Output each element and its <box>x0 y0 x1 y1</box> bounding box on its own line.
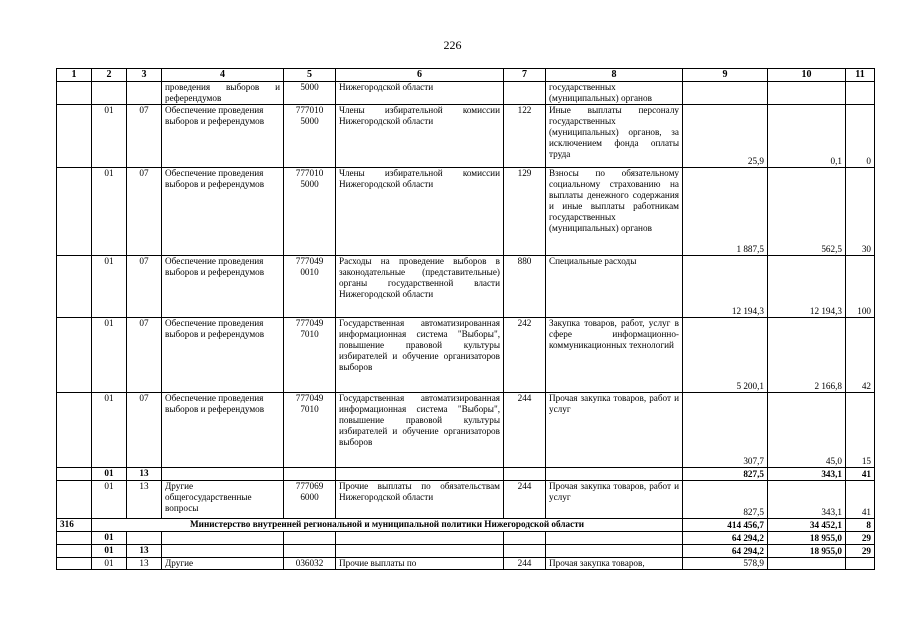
cell <box>127 82 162 105</box>
cell: Взносы по обязательному социальному страхованию на выплаты денежного содержания и иные выплаты работникам государственных (муниципальных) органов <box>546 168 683 256</box>
cell <box>504 545 546 558</box>
subsection-row <box>57 545 875 558</box>
cell: 07 <box>127 256 162 318</box>
cell: 578,9 <box>683 558 768 570</box>
cell: 13 <box>127 558 162 570</box>
cell <box>846 558 875 570</box>
cell: 07 <box>127 168 162 256</box>
cell <box>336 532 504 545</box>
table-row <box>57 558 875 570</box>
cell <box>57 318 92 393</box>
cell: 777010 5000 <box>284 168 336 256</box>
cell: 036032 <box>284 558 336 570</box>
cell <box>546 545 683 558</box>
cell <box>284 468 336 481</box>
cell: 122 <box>504 105 546 168</box>
cell: 8 <box>846 519 875 532</box>
cell <box>57 393 92 468</box>
ministry-name: Министерство внутренней региональной и муниципальной политики Нижегородской области <box>92 519 683 532</box>
cell: Специальные расходы <box>546 256 683 318</box>
cell <box>504 532 546 545</box>
cell <box>57 468 92 481</box>
cell <box>504 468 546 481</box>
cell <box>57 168 92 256</box>
cell: 307,7 <box>683 393 768 468</box>
table-row <box>57 168 875 256</box>
header-cell: 5 <box>284 69 336 82</box>
cell <box>846 82 875 105</box>
cell: 25,9 <box>683 105 768 168</box>
cell: Обеспечение проведения выборов и референдумов <box>162 256 284 318</box>
budget-table <box>56 68 875 570</box>
cell: 100 <box>846 256 875 318</box>
cell: 64 294,2 <box>683 532 768 545</box>
cell <box>162 532 284 545</box>
cell: 244 <box>504 393 546 468</box>
cell: 2 166,8 <box>768 318 846 393</box>
cell: 0 <box>846 105 875 168</box>
table-row <box>57 318 875 393</box>
cell: Обеспечение проведения выборов и референдумов <box>162 318 284 393</box>
cell <box>57 256 92 318</box>
cell: 129 <box>504 168 546 256</box>
cell <box>57 105 92 168</box>
cell <box>504 82 546 105</box>
cell: 1 887,5 <box>683 168 768 256</box>
cell <box>546 532 683 545</box>
table-header-row <box>57 69 875 82</box>
cell <box>768 82 846 105</box>
cell: Другие <box>162 558 284 570</box>
cell: 01 <box>92 105 127 168</box>
ministry-code: 316 <box>57 519 92 532</box>
cell <box>284 532 336 545</box>
cell <box>683 82 768 105</box>
cell: Члены избирательной комиссии Нижегородской области <box>336 168 504 256</box>
cell: 01 <box>92 545 127 558</box>
cell: 01 <box>92 393 127 468</box>
cell <box>336 545 504 558</box>
table-row <box>57 105 875 168</box>
cell: Закупка товаров, работ, услуг в сфере информационно-коммуникационных технологий <box>546 318 683 393</box>
cell: 13 <box>127 481 162 519</box>
cell <box>57 532 92 545</box>
cell: 18 955,0 <box>768 532 846 545</box>
cell: 01 <box>92 168 127 256</box>
cell: Иные выплаты персоналу государственных (муниципальных) органов, за исключением фонда оплаты труда <box>546 105 683 168</box>
header-cell: 9 <box>683 69 768 82</box>
cell: Обеспечение проведения выборов и референдумов <box>162 105 284 168</box>
cell: 777049 0010 <box>284 256 336 318</box>
subtotal-row <box>57 468 875 481</box>
cell: 41 <box>846 468 875 481</box>
table-row <box>57 393 875 468</box>
page-number: 226 <box>443 38 462 52</box>
cell: 01 <box>92 558 127 570</box>
cell <box>127 532 162 545</box>
cell: 244 <box>504 558 546 570</box>
cell: 343,1 <box>768 481 846 519</box>
cell <box>162 545 284 558</box>
cell <box>768 558 846 570</box>
cell: Государственная автоматизированная информационная система "Выборы", повышение правовой культуры избирателей и обучение организаторов выборов <box>336 318 504 393</box>
header-cell: 6 <box>336 69 504 82</box>
cell: Члены избирательной комиссии Нижегородской области <box>336 105 504 168</box>
header-cell: 4 <box>162 69 284 82</box>
cell <box>336 468 504 481</box>
cell: 29 <box>846 532 875 545</box>
cell: 343,1 <box>768 468 846 481</box>
header-cell: 10 <box>768 69 846 82</box>
table-row <box>57 256 875 318</box>
cell: 41 <box>846 481 875 519</box>
cell: 777010 5000 <box>284 105 336 168</box>
cell: 18 955,0 <box>768 545 846 558</box>
cell: Обеспечение проведения выборов и референдумов <box>162 168 284 256</box>
cell: Другие общегосударственные вопросы <box>162 481 284 519</box>
cell: 777049 7010 <box>284 318 336 393</box>
cell: Прочая закупка товаров, работ и услуг <box>546 393 683 468</box>
cell <box>162 468 284 481</box>
cell: 30 <box>846 168 875 256</box>
cell: 15 <box>846 393 875 468</box>
cell: проведения выборов и референдумов <box>162 82 284 105</box>
cell: 01 <box>92 256 127 318</box>
cell: 34 452,1 <box>768 519 846 532</box>
cell: 12 194,3 <box>683 256 768 318</box>
header-cell: 7 <box>504 69 546 82</box>
cell: 5000 <box>284 82 336 105</box>
cell <box>546 468 683 481</box>
header-cell: 8 <box>546 69 683 82</box>
cell: Нижегородской области <box>336 82 504 105</box>
cell: 244 <box>504 481 546 519</box>
cell: 01 <box>92 468 127 481</box>
cell <box>57 545 92 558</box>
cell: 13 <box>127 468 162 481</box>
cell <box>284 545 336 558</box>
cell: Прочие выплаты по <box>336 558 504 570</box>
cell: Прочая закупка товаров, работ и услуг <box>546 481 683 519</box>
section-row <box>57 532 875 545</box>
header-cell: 3 <box>127 69 162 82</box>
cell: 242 <box>504 318 546 393</box>
cell: 777049 7010 <box>284 393 336 468</box>
cell <box>92 82 127 105</box>
cell: Расходы на проведение выборов в законодательные (представительные) органы государственной власти Нижегородской области <box>336 256 504 318</box>
cell: 827,5 <box>683 468 768 481</box>
cell <box>57 558 92 570</box>
cell: 880 <box>504 256 546 318</box>
cell: 07 <box>127 393 162 468</box>
cell <box>57 82 92 105</box>
cell: 0,1 <box>768 105 846 168</box>
cell: 827,5 <box>683 481 768 519</box>
header-cell: 1 <box>57 69 92 82</box>
cell: 13 <box>127 545 162 558</box>
cell: 07 <box>127 318 162 393</box>
cell: 64 294,2 <box>683 545 768 558</box>
cell: 42 <box>846 318 875 393</box>
cell: Обеспечение проведения выборов и референдумов <box>162 393 284 468</box>
table-row <box>57 481 875 519</box>
cell: 5 200,1 <box>683 318 768 393</box>
cell: государственных (муниципальных) органов <box>546 82 683 105</box>
cell: 45,0 <box>768 393 846 468</box>
header-cell: 2 <box>92 69 127 82</box>
cell: Прочая закупка товаров, <box>546 558 683 570</box>
cell: 12 194,3 <box>768 256 846 318</box>
header-cell: 11 <box>846 69 875 82</box>
cell: 07 <box>127 105 162 168</box>
cell: Прочие выплаты по обязательствам Нижегородской области <box>336 481 504 519</box>
table-row <box>57 82 875 105</box>
cell: 01 <box>92 481 127 519</box>
cell: 562,5 <box>768 168 846 256</box>
cell: 777069 6000 <box>284 481 336 519</box>
cell: Государственная автоматизированная информационная система "Выборы", повышение правовой культуры избирателей и обучение организаторов выборов <box>336 393 504 468</box>
ministry-row <box>57 519 875 532</box>
cell: 29 <box>846 545 875 558</box>
cell: 414 456,7 <box>683 519 768 532</box>
cell <box>57 481 92 519</box>
cell: 01 <box>92 532 127 545</box>
cell: 01 <box>92 318 127 393</box>
